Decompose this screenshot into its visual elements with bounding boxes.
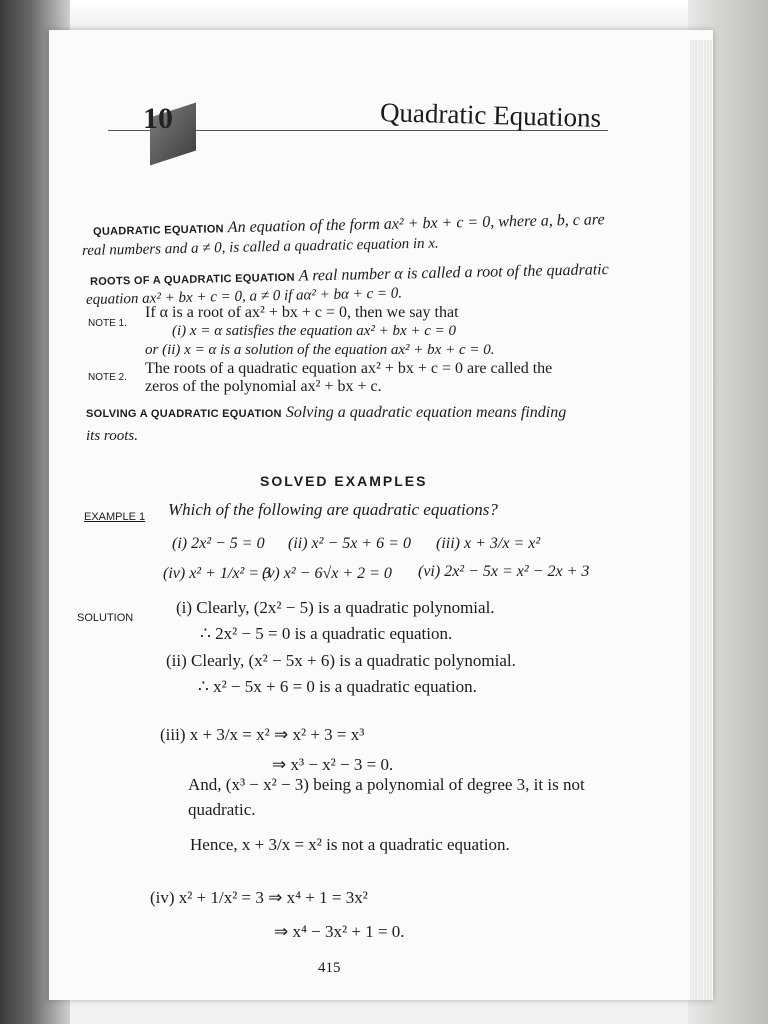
note2-line2: zeros of the polynomial ax² + bx + c. (145, 378, 382, 395)
definition-text: A real number α is called a root of the quadratic (298, 261, 609, 285)
example-option-v: (v) x² − 6√x + 2 = 0 (262, 565, 392, 582)
note1-label: NOTE 1. (88, 318, 127, 329)
background-top (0, 0, 768, 32)
solution-iii-line3: And, (x³ − x² − 3) being a polynomial of degree 3, it is not (188, 775, 585, 794)
solving-definition (86, 404, 566, 422)
definition-text: An equation of the form ax² + bx + c = 0, where a, b, c are (227, 211, 605, 237)
note1-line2: (i) x = α satisfies the equation ax² + bx + c = 0 (172, 323, 457, 339)
example-option-iv: (iv) x² + 1/x² = 3 (163, 565, 272, 582)
chapter-number: 10 (143, 102, 173, 135)
solution-iii-line5: Hence, x + 3/x = x² is not a quadratic equation. (190, 835, 510, 854)
solution-iii-line1: (iii) x + 3/x = x² ⇒ x² + 3 = x³ (160, 725, 365, 744)
definition-text-continued: equation ax² + bx + c = 0, a ≠ 0 if aα² + bα + c = 0. (85, 285, 403, 308)
example-label: EXAMPLE 1 (84, 511, 146, 523)
example-option-ii: (ii) x² − 5x + 6 = 0 (288, 535, 411, 552)
example-option-vi: (vi) 2x² − 5x = x² − 2x + 3 (418, 563, 590, 580)
page-edges (690, 40, 712, 1000)
example-question: Which of the following are quadratic equations? (168, 500, 498, 519)
definition-term: SOLVING A QUADRATIC EQUATION (86, 408, 282, 420)
solution-ii-line2: ∴ x² − 5x + 6 = 0 is a quadratic equation. (198, 677, 477, 696)
solution-i-line1: (i) Clearly, (2x² − 5) is a quadratic polynomial. (176, 598, 495, 617)
solving-text-continued: its roots. (86, 428, 138, 444)
solution-iii-line4: quadratic. (188, 800, 256, 819)
chapter-title: Quadratic Equations (379, 97, 602, 133)
definition-term: ROOTS OF A QUADRATIC EQUATION (89, 271, 295, 288)
solution-i-line2: ∴ 2x² − 5 = 0 is a quadratic equation. (200, 624, 453, 643)
example-option-i: (i) 2x² − 5 = 0 (172, 535, 265, 552)
definition-text: Solving a quadratic equation means finding (285, 404, 567, 421)
note2-line1: The roots of a quadratic equation ax² + bx + c = 0 are called the (145, 360, 553, 377)
solution-iv-line2: ⇒ x⁴ − 3x² + 1 = 0. (274, 922, 405, 941)
example-option-iii: (iii) x + 3/x = x² (436, 535, 541, 552)
solution-ii-line1: (ii) Clearly, (x² − 5x + 6) is a quadratic polynomial. (166, 651, 516, 670)
solution-iii-line2: ⇒ x³ − x² − 3 = 0. (272, 755, 394, 774)
note1-line3: or (ii) x = α is a solution of the equation ax² + bx + c = 0. (145, 342, 495, 358)
solution-iv-line1: (iv) x² + 1/x² = 3 ⇒ x⁴ + 1 = 3x² (150, 888, 368, 907)
note1-line1: If α is a root of ax² + bx + c = 0, then we say that (145, 304, 459, 321)
definition-text-continued: real numbers and a ≠ 0, is called a quadratic equation in x. (81, 235, 439, 259)
solution-label: SOLUTION (77, 612, 134, 624)
definition-term: QUADRATIC EQUATION (92, 223, 224, 238)
note2-label: NOTE 2. (88, 372, 127, 383)
page-number: 415 (318, 960, 341, 976)
section-heading: SOLVED EXAMPLES (260, 473, 428, 489)
